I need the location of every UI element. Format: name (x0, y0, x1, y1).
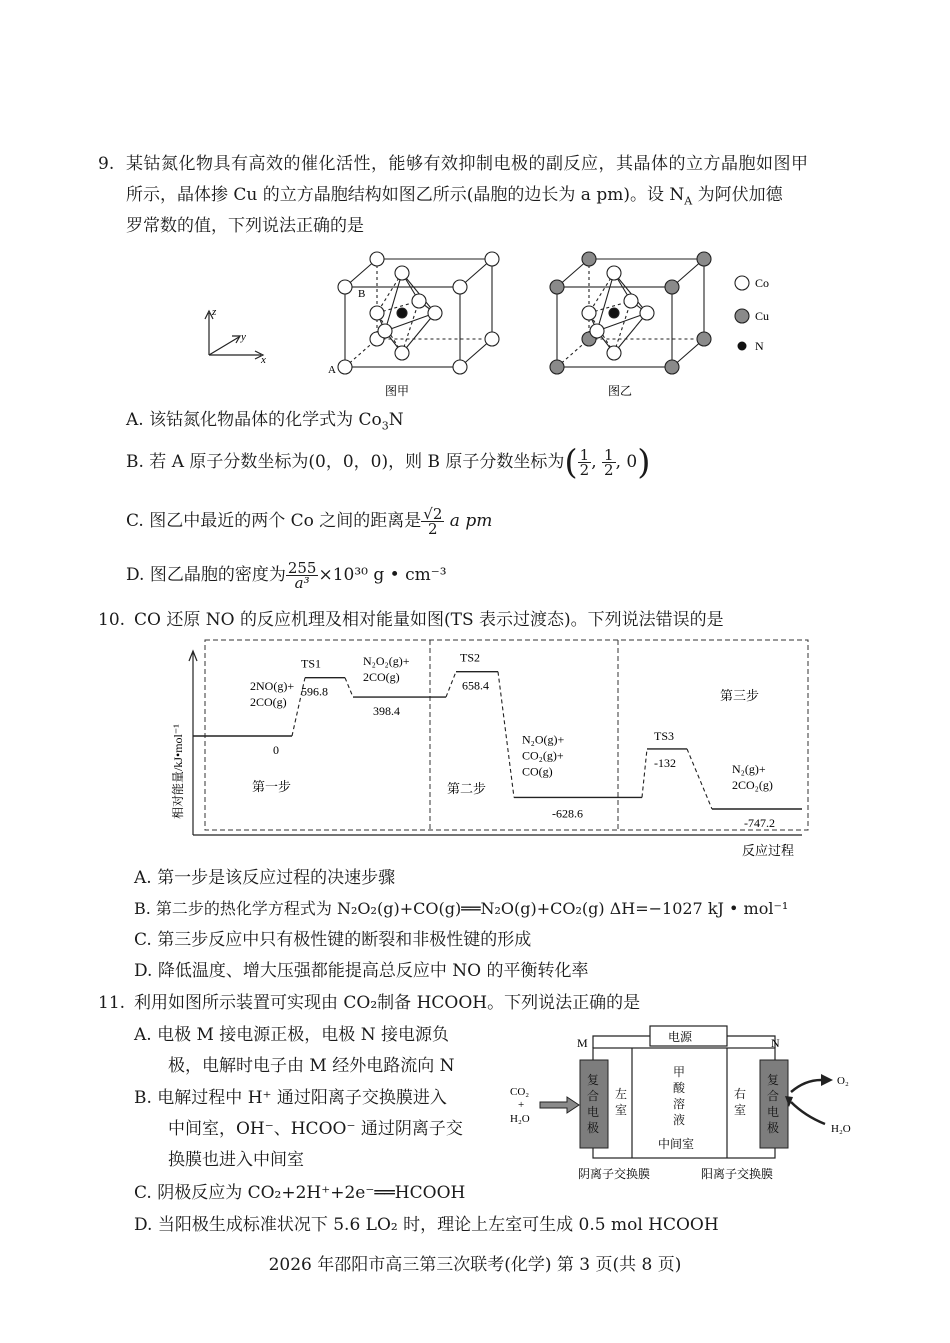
species-label-1-0: TS1 (301, 656, 322, 671)
svg-text:复: 复 (767, 1073, 780, 1087)
energy-profile-chart (160, 635, 820, 865)
energy-connector-6 (687, 749, 712, 809)
q11-option-a-line2: 极，电解时电子由 M 经外电路流向 N (168, 1056, 455, 1076)
svg-text:室: 室 (734, 1103, 747, 1117)
species-label-6-1: 2CO₂(g) (732, 778, 773, 793)
power-label: 电源 (668, 1030, 693, 1044)
q10-number: 10. (98, 610, 126, 630)
q9-option-a-sub: 3 (381, 419, 389, 433)
q9-option-d-text: D. 图乙晶胞的密度为 (126, 565, 286, 585)
electrolysis-diagram (505, 1020, 865, 1185)
svg-text:复: 复 (587, 1073, 600, 1087)
svg-text:酸: 酸 (673, 1081, 686, 1095)
q9-stem-line1: 某钴氮化物具有高效的催化活性，能够有效抑制电极的副反应，其晶体的立方晶胞如图甲 (126, 154, 809, 174)
species-label-3-0: TS2 (460, 650, 481, 665)
inlet-arrow-icon (540, 1097, 579, 1113)
species-label-4-2: CO(g) (522, 764, 553, 779)
q9-option-b-frac2: $\frac{1}{2}$ (604, 446, 614, 479)
legend-n-icon (738, 342, 747, 351)
q9-option-b-tail: 0 (626, 452, 638, 472)
svg-text:甲: 甲 (673, 1065, 686, 1079)
legend-co-icon (735, 276, 749, 290)
q9-stem-line2-tail: 为阿伏加德 (692, 185, 783, 205)
q10-stem: CO 还原 NO 的反应机理及相对能量如图(TS 表示过渡态)。下列说法错误的是 (134, 610, 724, 630)
species-label-6-0: N₂(g)+ (732, 762, 766, 777)
anion-membrane-label: 阴离子交换膜 (578, 1167, 651, 1181)
q11-option-c[interactable]: C. 阴极反应为 CO₂+2H⁺+2e⁻══HCOOH (134, 1183, 466, 1203)
q9-option-d[interactable] (126, 561, 447, 590)
energy-connector-5 (642, 749, 647, 798)
energy-marks (193, 651, 802, 830)
axis-y-label: y (241, 331, 246, 343)
fig-jia-label: 图甲 (385, 384, 410, 398)
q9-option-a-text: A. 该钴氮化物晶体的化学式为 Co (126, 410, 382, 430)
step-2-label: 第二步 (447, 781, 487, 796)
svg-text:右: 右 (734, 1087, 747, 1101)
electrode-n-label: N (771, 1036, 780, 1050)
species-label-2-0: N₂O₂(g)+ (363, 654, 410, 669)
q9-option-a[interactable] (126, 408, 404, 438)
axis-x-label: x (261, 354, 266, 366)
q9-option-c-frac: $\frac{√2}{2}$ (423, 505, 443, 538)
energy-value-5: -132 (654, 755, 676, 770)
q11-stem: 利用如图所示装置可实现由 CO₂制备 HCOOH。下列说法正确的是 (134, 993, 641, 1013)
q9-option-c-text: C. 图乙中最近的两个 Co 之间的距离是 (126, 511, 422, 531)
cation-membrane-label: 阳离子交换膜 (701, 1167, 774, 1181)
q11-option-d[interactable]: D. 当阳极生成标准状况下 5.6 LO₂ 时，理论上左室可生成 0.5 mol HCOOH (134, 1215, 719, 1235)
q9-number: 9. (98, 154, 115, 174)
q9-option-d-frac: $\frac{255}{\text{a³}}$ (287, 559, 317, 592)
electrode-m-label: M (577, 1036, 588, 1050)
q9-option-d-tail: ×10³⁰ g • cm⁻³ (318, 565, 447, 585)
energy-connector-4 (498, 672, 514, 798)
legend-cu-icon (735, 309, 749, 323)
chart-xlabel: 反应过程 (742, 843, 795, 858)
q9-option-c[interactable] (126, 507, 492, 536)
q10-option-c[interactable]: C. 第三步反应中只有极性键的断裂和非极性键的形成 (134, 930, 532, 950)
step-1-label: 第一步 (252, 779, 292, 794)
q9-option-a-tail: N (388, 410, 404, 430)
q11-option-b-line1[interactable]: B. 电解过程中 H⁺ 通过阳离子交换膜进入 (134, 1088, 447, 1108)
fig-yi-label: 图乙 (608, 384, 633, 398)
species-label-0-0: 2NO(g)+ (250, 679, 295, 693)
species-label-4-1: CO₂(g)+ (522, 748, 564, 763)
cell-jia-atoms (338, 252, 499, 374)
svg-text:合: 合 (767, 1089, 780, 1103)
q9-stem-line3: 罗常数的值，下列说法正确的是 (126, 216, 364, 236)
svg-text:室: 室 (615, 1103, 628, 1117)
q9-option-b-text: B. 若 A 原子分数坐标为(0，0，0)，则 B 原子分数坐标为 (126, 452, 565, 472)
step-3-label: 第三步 (720, 688, 760, 703)
q9-stem-line2 (126, 183, 783, 213)
svg-text:溶: 溶 (673, 1097, 686, 1111)
energy-value-0: 0 (273, 743, 279, 757)
q11-option-a-line1[interactable]: A. 电极 M 接电源正极，电极 N 接电源负 (134, 1025, 449, 1045)
species-label-4-0: N₂O(g)+ (522, 732, 565, 747)
species-label-5-0: TS3 (654, 728, 675, 743)
cell-jia (345, 259, 492, 367)
energy-connector-2 (345, 678, 353, 697)
energy-value-4: -628.6 (552, 806, 583, 821)
svg-text:极: 极 (587, 1121, 600, 1135)
outlet-o2: O₂ (837, 1075, 849, 1087)
svg-text:合: 合 (587, 1089, 600, 1103)
q10-option-b[interactable]: B. 第二步的热化学方程式为 N₂O₂(g)+CO(g)══N₂O(g)+CO₂(g) ΔH=−1027 kJ • mol⁻¹ (134, 899, 789, 918)
inlet-plus: + (518, 1099, 525, 1111)
species-label-2-1: 2CO(g) (363, 670, 400, 685)
legend-co-label: Co (755, 276, 770, 290)
inlet-co2: CO₂ (510, 1086, 530, 1098)
chart-ylabel: 相对能量/kJ•mol⁻¹ (171, 724, 185, 819)
q11-option-b-line2: 中间室，OH⁻、HCOO⁻ 通过阴离子交 (168, 1119, 463, 1139)
page-footer: 2026 年邵阳市高三第三次联考(化学) 第 3 页(共 8 页) (268, 1255, 682, 1275)
outlet-h2o: H₂O (831, 1123, 851, 1135)
energy-value-6: -747.2 (744, 816, 775, 831)
axes-icon (205, 311, 263, 359)
species-label-0-1: 2CO(g) (250, 695, 287, 709)
atom-A-label: A (328, 364, 336, 376)
q9-option-c-tail: a pm (449, 511, 493, 531)
outlet-o2-arrow-icon (821, 1074, 833, 1086)
q9-stem-line2-text: 所示，晶体掺 Cu 的立方晶胞结构如图乙所示(晶胞的边长为 a pm)。设 N (126, 185, 685, 205)
q11-option-b-line3: 换膜也进入中间室 (168, 1150, 304, 1170)
energy-value-2: 398.4 (373, 704, 400, 719)
q9-option-b-frac1: $\frac{1}{2}$ (579, 446, 590, 479)
q9-crystal-figure (195, 245, 795, 405)
axis-z-label: z (212, 306, 217, 318)
atom-B-label: B (358, 288, 366, 300)
q9-option-b[interactable]: B. 若 A 原子分数坐标为(0，0，0)，则 B 原子分数坐标为( $\frac{1}{2}$ , $\frac{1}{2}$ , 0) (126, 442, 651, 483)
legend-n-label: N (755, 339, 764, 353)
middle-room-label: 中间室 (658, 1137, 695, 1151)
q10-option-d[interactable]: D. 降低温度、增大压强都能提高总反应中 NO 的平衡转化率 (134, 961, 589, 981)
q9-stem-sub: A (684, 194, 693, 208)
svg-text:极: 极 (767, 1121, 780, 1135)
energy-value-1: 596.8 (301, 684, 328, 699)
svg-text:左: 左 (615, 1087, 628, 1101)
svg-text:电: 电 (587, 1105, 600, 1119)
svg-text:液: 液 (673, 1113, 686, 1127)
cell-yi-atoms (550, 252, 711, 374)
q11-number: 11. (98, 993, 126, 1013)
inlet-h2o: H₂O (510, 1113, 530, 1125)
svg-text:电: 电 (767, 1105, 780, 1119)
energy-value-3: 658.4 (462, 678, 489, 693)
legend-cu-label: Cu (755, 309, 770, 323)
energy-connector-3 (446, 672, 456, 697)
q10-option-a[interactable]: A. 第一步是该反应过程的决速步骤 (134, 868, 396, 888)
cell-yi (557, 259, 704, 367)
